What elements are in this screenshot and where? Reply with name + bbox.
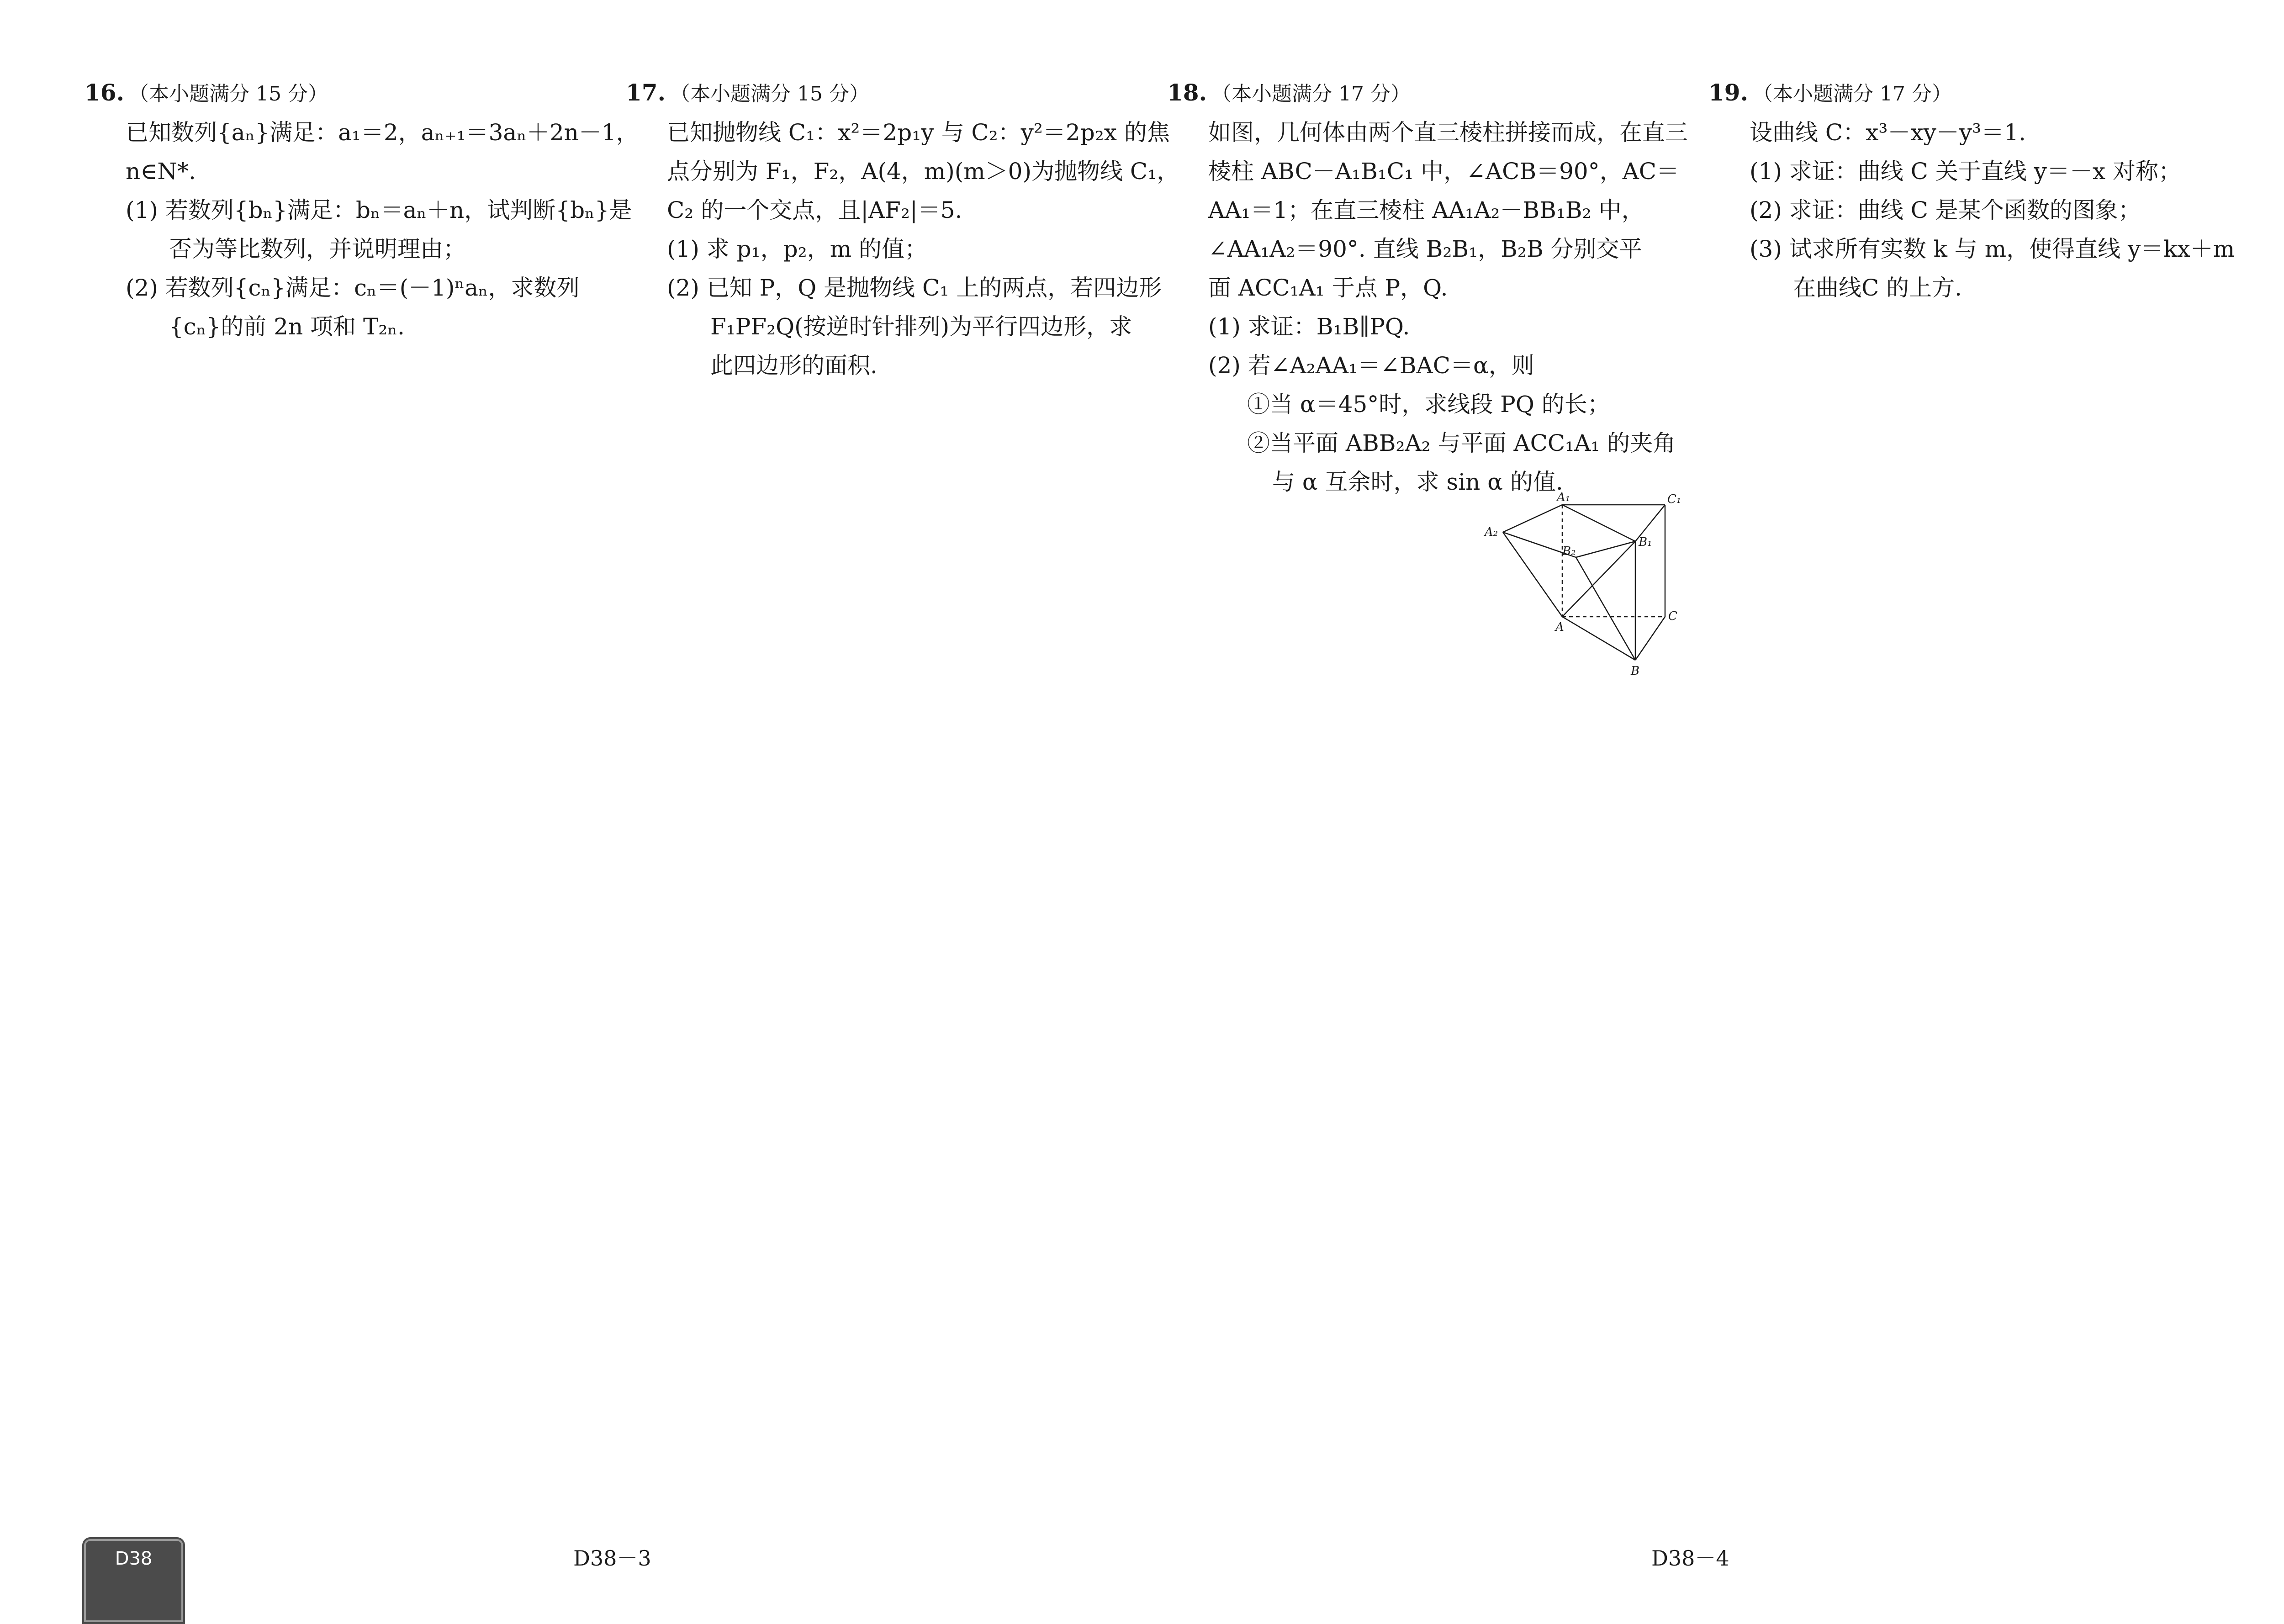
question-16-header bbox=[85, 73, 610, 113]
question-18-stem-line: 面 ACC₁A₁ 于点 P，Q. bbox=[1208, 275, 1448, 301]
question-17-stem-line: 已知抛物线 C₁：x²＝2p₁y 与 C₂：y²＝2p₂x 的焦 bbox=[667, 119, 1170, 146]
question-17-part-2-cont: 此四边形的面积. bbox=[710, 352, 878, 379]
question-points: （本小题满分 17 分） bbox=[1211, 82, 1411, 106]
question-points: （本小题满分 15 分） bbox=[129, 82, 328, 106]
edge-A2-A bbox=[1503, 532, 1562, 617]
label-A1: A₁ bbox=[1557, 491, 1570, 504]
label-B1: B₁ bbox=[1639, 535, 1652, 549]
question-number: 16. bbox=[85, 79, 124, 106]
question-18-stem-line: 棱柱 ABC－A₁B₁C₁ 中，∠ACB＝90°，AC＝ bbox=[1208, 158, 1680, 185]
edge-B2-B1 bbox=[1576, 541, 1635, 557]
question-number: 18. bbox=[1167, 79, 1207, 106]
question-18-part-2-item-2: ②当平面 ABB₂A₂ 与平面 ACC₁A₁ 的夹角 bbox=[1247, 430, 1676, 456]
question-17-stem-line: 点分别为 F₁，F₂，A(4，m)(m＞0)为抛物线 C₁， bbox=[667, 158, 1180, 185]
question-16-part-2: (2) 若数列{cₙ}满足：cₙ＝(－1)ⁿaₙ，求数列 bbox=[126, 275, 580, 301]
question-18-stem-line: 如图，几何体由两个直三棱柱拼接而成，在直三 bbox=[1208, 119, 1688, 146]
edge-C-B bbox=[1635, 617, 1665, 660]
question-19-part-3: (3) 试求所有实数 k 与 m，使得直线 y＝kx＋m bbox=[1750, 236, 2235, 262]
question-17-header bbox=[626, 73, 1151, 113]
question-16 bbox=[85, 73, 639, 346]
label-B: B bbox=[1631, 664, 1640, 678]
edge-A1-B1 bbox=[1562, 505, 1635, 541]
edge-A2-A1 bbox=[1503, 505, 1562, 532]
question-16-part-2-cont: {cₙ}的前 2n 项和 T₂ₙ. bbox=[169, 313, 405, 340]
label-A: A bbox=[1555, 620, 1564, 634]
question-16-part-1-cont: 否为等比数列，并说明理由； bbox=[169, 236, 466, 262]
question-17-part-1: (1) 求 p₁，p₂，m 的值； bbox=[667, 236, 928, 262]
question-number: 19. bbox=[1708, 79, 1748, 106]
prism-figure bbox=[1475, 491, 1690, 683]
label-C: C bbox=[1668, 609, 1677, 623]
question-16-stem-line: n∈N*. bbox=[126, 158, 196, 185]
page-number-right: D38－4 bbox=[1651, 1546, 1729, 1571]
question-18-part-2-item-2-cont: 与 α 互余时，求 sin α 的值. bbox=[1272, 469, 1563, 495]
prism-figure-svg bbox=[1475, 491, 1690, 683]
question-18-header bbox=[1167, 73, 1692, 113]
label-B2: B₂ bbox=[1562, 545, 1576, 558]
question-19-header bbox=[1708, 73, 2257, 113]
question-18-part-2: (2) 若∠A₂AA₁＝∠BAC＝α，则 bbox=[1208, 352, 1534, 379]
question-18-part-1: (1) 求证：B₁B∥PQ. bbox=[1208, 313, 1410, 340]
label-C1: C₁ bbox=[1667, 492, 1681, 506]
question-19-part-2: (2) 求证：曲线 C 是某个函数的图象； bbox=[1750, 197, 2141, 223]
question-18-part-2-item-1: ①当 α＝45°时，求线段 PQ 的长； bbox=[1247, 391, 1610, 418]
question-17 bbox=[626, 73, 1180, 385]
question-17-part-2: (2) 已知 P，Q 是抛物线 C₁ 上的两点，若四边形 bbox=[667, 275, 1162, 301]
question-points: （本小题满分 15 分） bbox=[670, 82, 869, 106]
question-17-part-2-cont: F₁PF₂Q(按逆时针排列)为平行四边形，求 bbox=[710, 313, 1132, 340]
question-18-stem-line: AA₁＝1；在直三棱柱 AA₁A₂－BB₁B₂ 中， bbox=[1208, 197, 1644, 223]
label-A2: A₂ bbox=[1485, 525, 1498, 539]
question-number: 17. bbox=[626, 79, 666, 106]
question-19-stem-line: 设曲线 C：x³－xy－y³＝1. bbox=[1750, 119, 2026, 146]
question-17-stem-line: C₂ 的一个交点，且|AF₂|＝5. bbox=[667, 197, 962, 223]
question-19-part-3-cont: 在曲线C 的上方. bbox=[1793, 275, 1962, 301]
edge-A-B bbox=[1562, 617, 1635, 660]
question-19-part-1: (1) 求证：曲线 C 关于直线 y＝－x 对称； bbox=[1750, 158, 2181, 185]
question-18 bbox=[1167, 73, 1692, 502]
question-18-stem-line: ∠AA₁A₂＝90°. 直线 B₂B₁，B₂B 分别交平 bbox=[1208, 236, 1642, 262]
page-number-left: D38－3 bbox=[573, 1546, 651, 1571]
question-16-part-1: (1) 若数列{bₙ}满足：bₙ＝aₙ＋n，试判断{bₙ}是 bbox=[126, 197, 632, 223]
question-16-stem-line: 已知数列{aₙ}满足：a₁＝2，aₙ₊₁＝3aₙ＋2n－1， bbox=[126, 119, 639, 146]
question-points: （本小题满分 17 分） bbox=[1753, 82, 1952, 106]
booklet-badge bbox=[82, 1537, 185, 1624]
booklet-badge-label: D38 bbox=[115, 1548, 153, 1569]
question-19 bbox=[1708, 73, 2257, 307]
